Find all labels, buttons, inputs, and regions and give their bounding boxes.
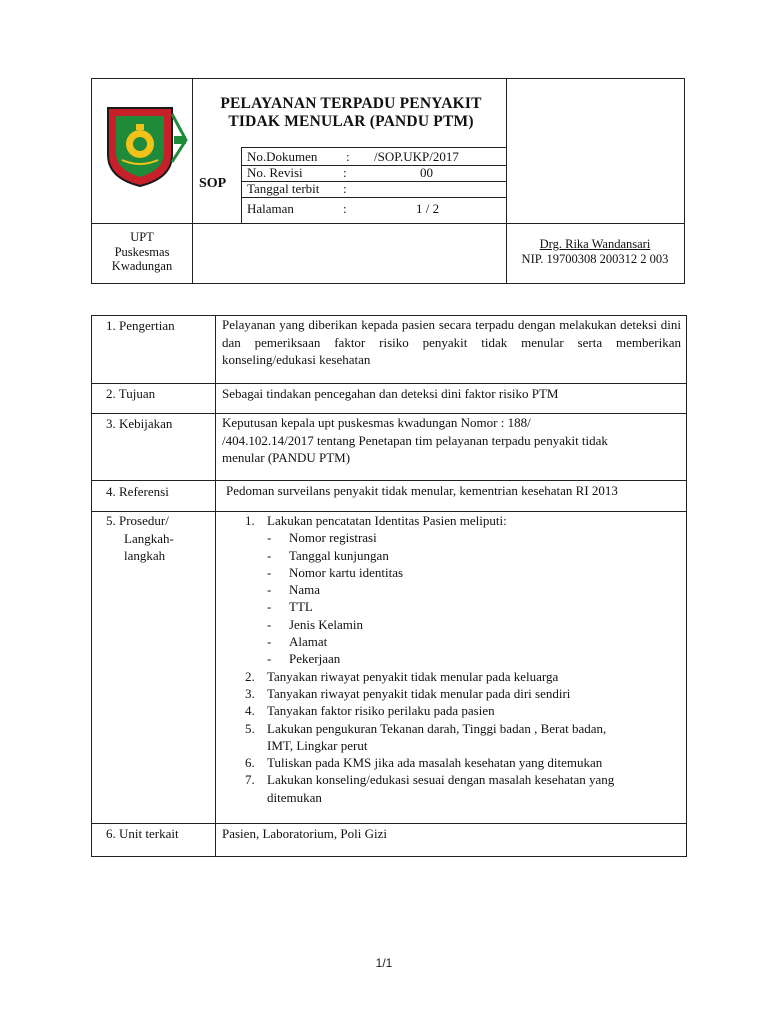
subitem-text: Alamat (289, 634, 328, 650)
step-number: 4. (245, 703, 255, 719)
kebijakan-line-3: menular (PANDU PTM) (222, 450, 351, 465)
procedure-subitem (245, 633, 680, 650)
procedure-subitem (245, 529, 680, 546)
procedure-step (245, 668, 680, 685)
dash: - (267, 599, 272, 615)
procedure-list (245, 512, 680, 806)
section-text-kebijakan (222, 414, 608, 467)
step-number: 1. (245, 513, 255, 528)
subitem-text: Tanggal kunjungan (289, 547, 389, 563)
dash: - (267, 634, 272, 650)
signatory (506, 237, 684, 267)
prosedur-label-line-1: 5. Prosedur/ (106, 513, 169, 528)
subitem-text: Nomor kartu identitas (289, 564, 404, 580)
procedure-step-continued (245, 789, 680, 806)
procedure-subitem (245, 547, 680, 564)
section-text-tujuan: Sebagai tindakan pencegahan dan deteksi dini faktor risiko PTM (222, 386, 559, 401)
procedure-step (245, 720, 680, 737)
subitem-text: Nomor registrasi (289, 530, 377, 546)
doc-field-sep: : (346, 149, 350, 164)
section-label-referensi: 4. Referensi (106, 484, 169, 499)
procedure-step (245, 512, 680, 529)
subitem-text: Pekerjaan (289, 651, 341, 667)
doc-field-label: No. Revisi (247, 165, 303, 180)
step-text-continued: IMT, Lingkar perut (267, 737, 368, 753)
step-text: Tanyakan riwayat penyakit tidak menular pada keluarga (267, 668, 559, 684)
procedure-subitem (245, 650, 680, 667)
kebijakan-line-2: /404.102.14/2017 tentang Penetapan tim pelayanan terpadu penyakit tidak (222, 432, 608, 448)
document-title (196, 95, 506, 131)
dash: - (267, 582, 272, 598)
dash: - (267, 616, 272, 632)
section-label-unit-terkait: 6. Unit terkait (106, 826, 179, 841)
doc-field-value: 1 / 2 (416, 201, 440, 216)
step-number: 6. (245, 755, 255, 771)
procedure-step (245, 771, 680, 788)
procedure-step-continued (245, 737, 680, 754)
procedure-step (245, 702, 680, 719)
doc-field-label: No.Dokumen (247, 149, 318, 164)
step-text: Tanyakan faktor risiko perilaku pada pasien (267, 703, 495, 719)
procedure-subitem (245, 581, 680, 598)
step-number: 5. (245, 720, 255, 736)
step-text: Tanyakan riwayat penyakit tidak menular pada diri sendiri (267, 685, 571, 701)
step-number: 3. (245, 685, 255, 701)
step-text: Tuliskan pada KMS jika ada masalah kesehatan yang ditemukan (267, 755, 603, 771)
subitem-text: Jenis Kelamin (289, 616, 364, 632)
page-number: 1/1 (375, 956, 393, 970)
section-text-unit-terkait: Pasien, Laboratorium, Poli Gizi (222, 826, 388, 841)
signer-nip: NIP. 19700308 200312 2 003 (521, 252, 669, 266)
step-text: Lakukan pengukuran Tekanan darah, Tinggi badan , Berat badan, (267, 720, 607, 736)
step-number: 2. (245, 668, 255, 684)
subitem-text: TTL (289, 599, 313, 615)
org-line-2: Puskesmas (114, 244, 170, 259)
section-text-referensi: Pedoman surveilans penyakit tidak menular, kementrian kesehatan RI 2013 (226, 483, 618, 498)
signer-name: Drg. Rika Wandansari (539, 237, 651, 251)
prosedur-label-line-3: langkah (124, 548, 166, 563)
dash: - (267, 547, 272, 563)
procedure-step (245, 685, 680, 702)
org-line-1: UPT (130, 230, 154, 244)
doc-field-value: /SOP.UKP/2017 (374, 149, 459, 164)
doc-field-label: Tanggal terbit (247, 181, 320, 196)
title-line-2: TIDAK MENULAR (PANDU PTM) (228, 113, 474, 130)
procedure-subitem (245, 616, 680, 633)
step-number: 7. (245, 772, 255, 788)
doc-field-label: Halaman (247, 201, 294, 216)
step-text: Lakukan konseling/edukasi sesuai dengan masalah kesehatan yang (267, 772, 615, 788)
section-text-pengertian: Pelayanan yang diberikan kepada pasien secara terpadu dengan melakukan deteksi dini dan pemeriksaan faktor risiko penyakit tidak menular serta memberikan konseling/edukasi kesehatan (222, 317, 681, 367)
title-line-1: PELAYANAN TERPADU PENYAKIT (220, 95, 482, 112)
doc-field-sep: : (343, 181, 347, 196)
subitem-text: Nama (289, 582, 321, 598)
kebijakan-line-1: Keputusan kepala upt puskesmas kwadungan Nomor : 188/ (222, 415, 531, 430)
doc-field-sep: : (343, 201, 347, 216)
puskesmas-logo (100, 100, 190, 190)
step-text-continued: ditemukan (267, 789, 322, 805)
prosedur-label-line-2: Langkah- (124, 530, 174, 546)
section-label-pengertian: 1. Pengertian (106, 318, 175, 333)
procedure-step (245, 754, 680, 771)
org-line-3: Kwadungan (111, 259, 173, 273)
dash: - (267, 564, 272, 580)
section-label-kebijakan: 3. Kebijakan (106, 416, 173, 431)
section-label-tujuan: 2. Tujuan (106, 386, 156, 401)
doc-field-sep: : (343, 165, 347, 180)
organization-name (92, 230, 192, 274)
sop-label: SOP (199, 176, 227, 191)
dash: - (267, 651, 272, 667)
section-label-prosedur (106, 512, 174, 565)
procedure-subitem (245, 564, 680, 581)
procedure-subitem (245, 598, 680, 615)
doc-field-value: 00 (420, 165, 433, 180)
dash: - (267, 530, 272, 546)
step-text: Lakukan pencatatan Identitas Pasien meliputi: (267, 513, 507, 528)
